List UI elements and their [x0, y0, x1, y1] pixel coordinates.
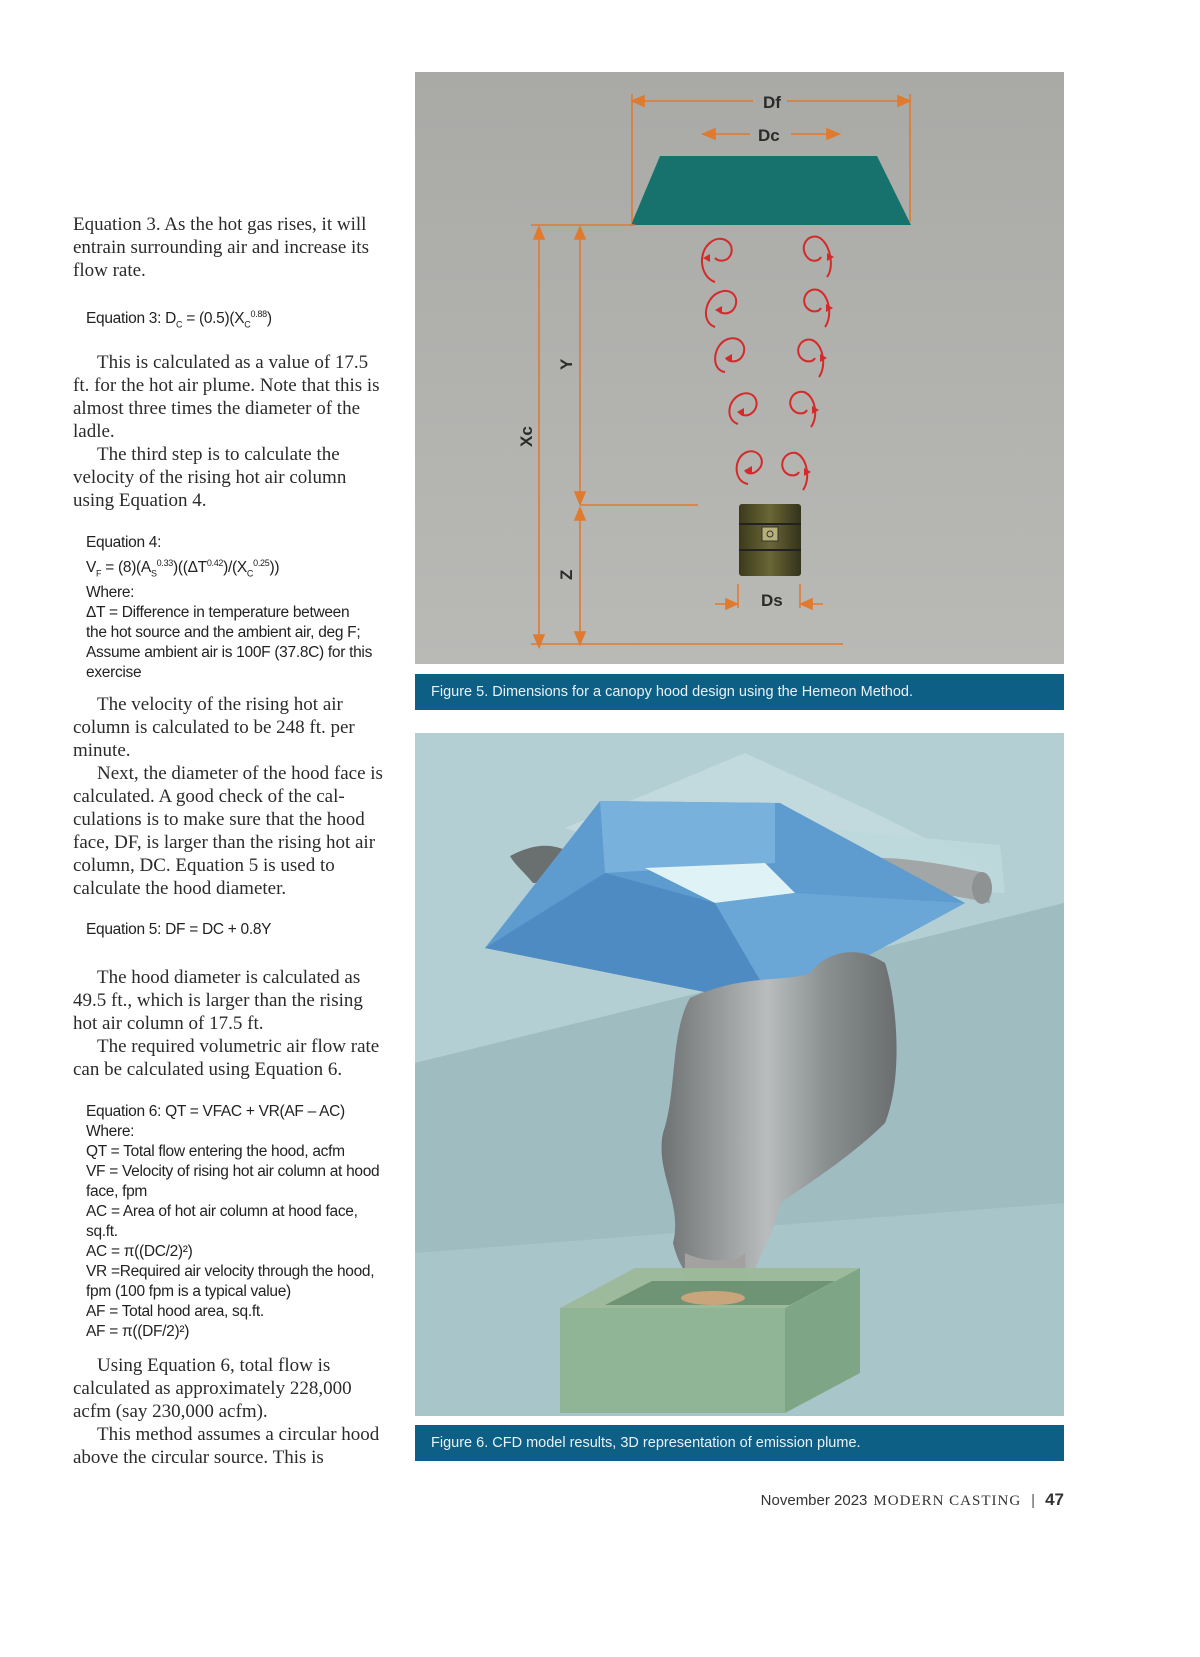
footer-separator: |: [1031, 1492, 1036, 1509]
paragraph-2: This is calculated as a value of 17.5 ft. for the hot air plume. Note that this is almost three times the diameter of the ladle. The third step is to calculate the velocity of the rising hot air column using Equation 4.: [73, 352, 380, 511]
dc-label: Dc: [758, 126, 780, 145]
equation-6-definition-line: QT = Total flow entering the hood, acfm: [86, 1143, 345, 1160]
paragraph-8: Using Equation 6, total flow is calculated as approximately 228,000 acfm (say 230,000 acfm). This method assumes a circular hood above the circular source. This is: [73, 1355, 380, 1468]
equation-6-definition-line: VR =Required air velocity through the hood,: [86, 1263, 375, 1280]
df-label: Df: [763, 93, 781, 112]
footer-magazine: MODERN CASTING: [873, 1493, 1022, 1509]
page-number: 47: [1045, 1490, 1064, 1509]
xc-label: Xc: [517, 426, 536, 447]
figure-6-caption: Figure 6. CFD model results, 3D representation of emission plume.: [415, 1425, 1064, 1461]
equation-6-definition-line: face, fpm: [86, 1183, 148, 1200]
y-label: Y: [557, 358, 576, 370]
equation-6: Equation 6: QT = VFAC + VR(AF – AC) Where: QT = Total flow entering the hood, acfm VF = Velocity of rising hot air column at hood face, fpm AC = Area of hot air column at hood face, sq.ft. AC = π((DC/2)²) VR =Required air velocity through the hood, fpm (100 fpm is a typical value) AF = Total hood area, sq.ft. AF = π((DF/2)²): [86, 1102, 386, 1342]
ds-label: Ds: [761, 591, 783, 610]
equation-6-definition-line: sq.ft.: [86, 1223, 118, 1240]
equation-3: Equation 3: $D_C = (0.5)(X_C^{0.88})$: [86, 309, 272, 330]
paragraph-4: The velocity of the rising hot air column is calculated to be 248 ft. per minute. Next, the diameter of the hood face is calculated. A good check of the calculations is to make sure that the hood face, DF, is larger than the rising hot air column, DC. Equation 5 is used to calculate the hood diameter.: [73, 694, 383, 899]
footer-date: November 2023: [760, 1492, 868, 1509]
figure-6-cfd-image: [415, 733, 1064, 1416]
paragraph-6: The hood diameter is calculated as 49.5 ft., which is larger than the rising hot air column of 17.5 ft. The required volumetric air flow rate can be calculated using Equation 6.: [73, 967, 380, 1080]
figure-5-diagram: [415, 72, 1064, 664]
equation-6-definition-line: fpm (100 fpm is a typical value): [86, 1283, 291, 1300]
equation-6-definition-line: AC = Area of hot air column at hood face,: [86, 1203, 358, 1220]
equation-4: Equation 4: $V_F = (8)(A_S^{0.33})((\Delta T^{0.42})/(X_C^{0.25}))$ Where: ΔT = Difference in temperature between the hot source and the ambient air, deg F; Assume ambient air is 100F (37.8C) for this exercise: [86, 534, 373, 682]
equation-6-definition-line: AF = π((DF/2)²): [86, 1323, 190, 1340]
equation-6-definition-line: AC = π((DC/2)²): [86, 1243, 193, 1260]
paragraph-1: Equation 3. As the hot gas rises, it will entrain surrounding air and increase its flow rate.: [73, 214, 369, 281]
page-footer: [761, 1490, 1064, 1510]
figure-5-caption: Figure 5. Dimensions for a canopy hood design using the Hemeon Method.: [415, 674, 1064, 710]
equation-6-definition-line: VF = Velocity of rising hot air column at hood: [86, 1163, 380, 1180]
equation-6-definition-line: AF = Total hood area, sq.ft.: [86, 1303, 264, 1320]
equation-5: Equation 5: DF = DC + 0.8Y: [86, 921, 272, 938]
z-label: Z: [557, 569, 576, 580]
